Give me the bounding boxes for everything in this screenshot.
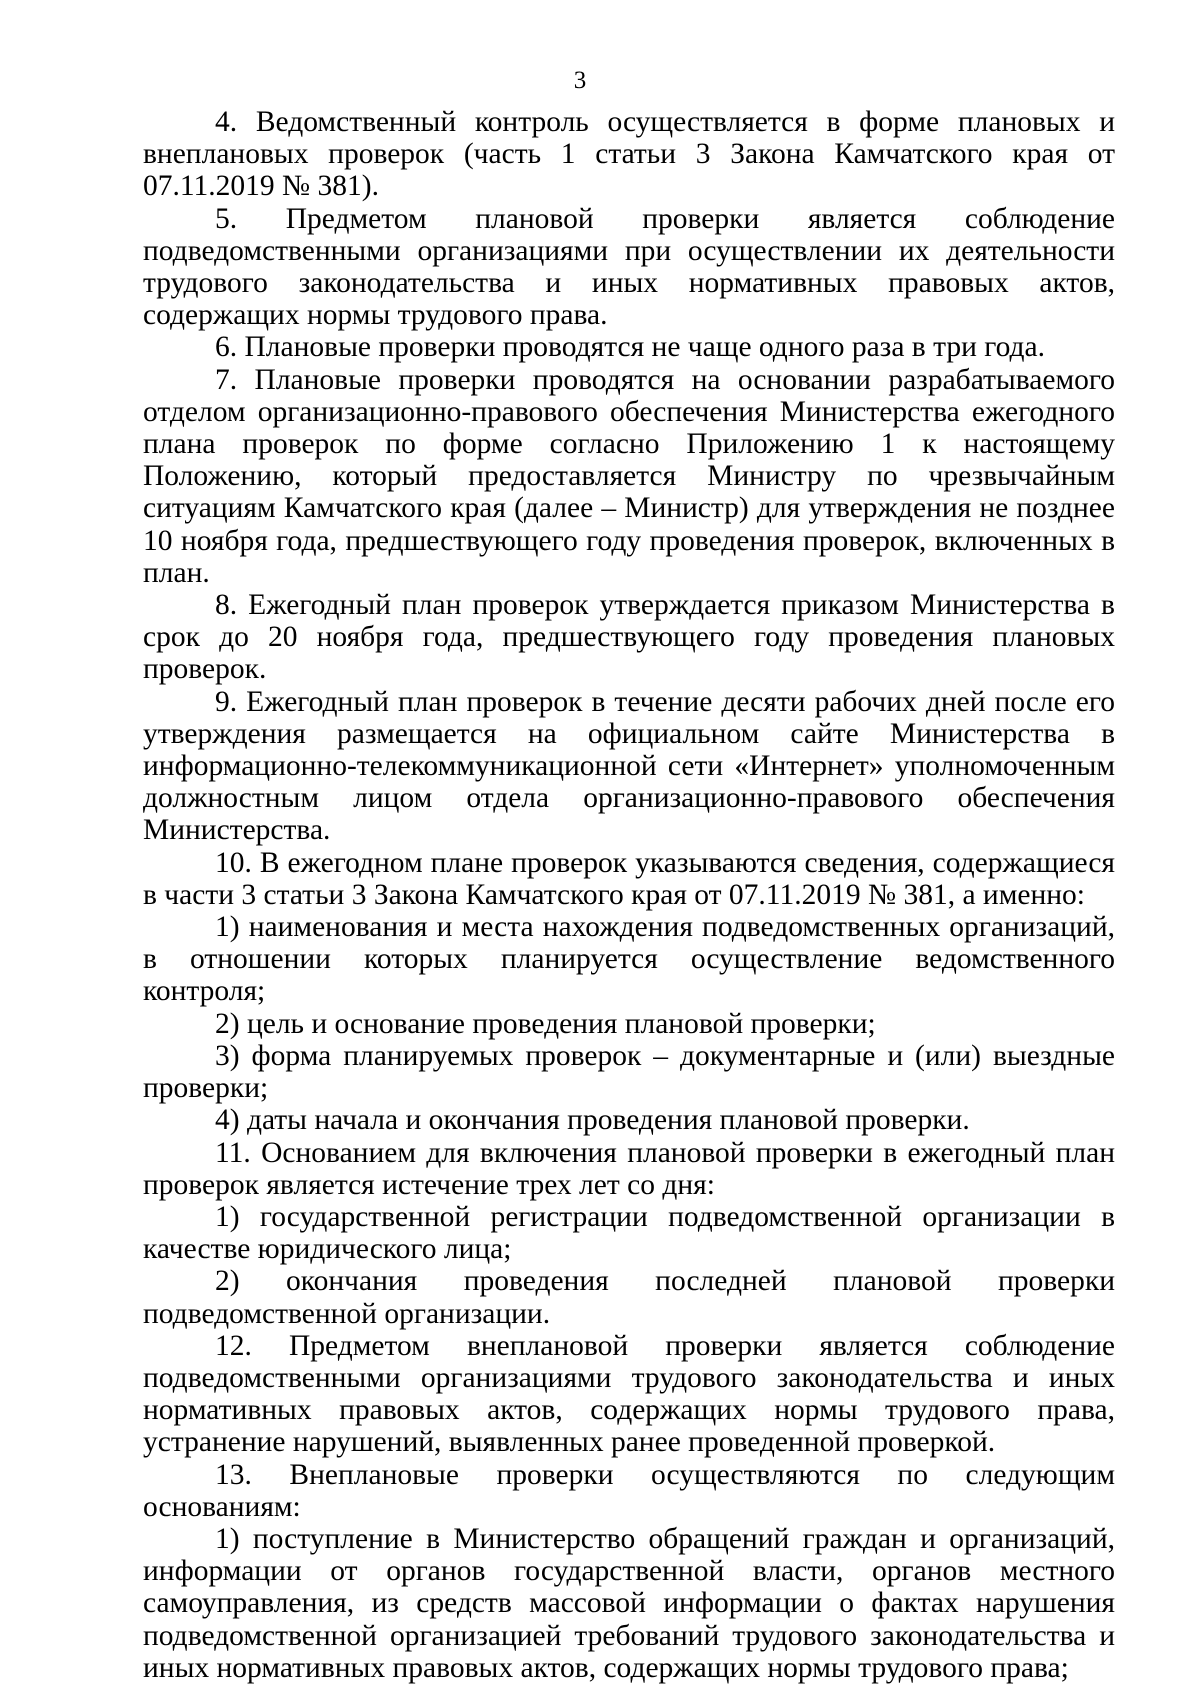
paragraph-8: 8. Ежегодный план проверок утверждается приказом Министерства в срок до 20 ноября года, предшествующего году проведения плановых проверок.: [143, 589, 1115, 686]
paragraph-12: 12. Предметом внеплановой проверки является соблюдение подведомственными организациями трудового законодательства и иных нормативных правовых актов, содержащих нормы трудового права, устранение нарушений, выявленных ранее проведенной проверкой.: [143, 1329, 1115, 1459]
paragraph-9: 9. Ежегодный план проверок в течение десяти рабочих дней после его утверждения размещается на официальном сайте Министерства в информационно-телекоммуникационной сети «Интернет» уполномоченным должностным лицом отдела организационно-правового обеспечения Министерства.: [143, 685, 1115, 847]
paragraph-4: 4. Ведомственный контроль осуществляется в форме плановых и внеплановых проверок (часть 1 статьи 3 Закона Камчатского края от 07.11.2019 № 381).: [143, 106, 1115, 203]
paragraph-10-item-4: 4) даты начала и окончания проведения плановой проверки.: [215, 1104, 970, 1137]
paragraph-13: 13. Внеплановые проверки осуществляются по следующим основаниям:: [143, 1458, 1115, 1523]
paragraph-11-item-1: 1) государственной регистрации подведомственной организации в качестве юридического лица;: [143, 1200, 1115, 1266]
paragraph-10-item-3: 3) форма планируемых проверок – документарные и (или) выездные проверки;: [143, 1039, 1115, 1105]
paragraph-5: 5. Предметом плановой проверки является соблюдение подведомственными организациями при осуществлении их деятельности трудового законодательства и иных нормативных правовых актов, содержащих нормы трудового права.: [143, 202, 1115, 332]
paragraph-6: 6. Плановые проверки проводятся не чаще одного раза в три года.: [215, 331, 1046, 364]
paragraph-10: 10. В ежегодном плане проверок указываются сведения, содержащиеся в части 3 статьи 3 Закона Камчатского края от 07.11.2019 № 381, а именно:: [143, 846, 1115, 911]
page-number: 3: [573, 67, 587, 94]
paragraph-10-item-2: 2) цель и основание проведения плановой проверки;: [215, 1007, 876, 1040]
paragraph-10-item-1: 1) наименования и места нахождения подведомственных организаций, в отношении которых планируется осуществление ведомственного контроля;: [143, 911, 1115, 1008]
paragraph-13-item-1: 1) поступление в Министерство обращений граждан и организаций, информации от органов государственной власти, органов местного самоуправления, из средств массовой информации о фактах нарушения подведомственной организацией требований трудового законодательства и иных нормативных правовых актов, содержащих нормы трудового права;: [143, 1522, 1115, 1684]
document-body: [143, 106, 1115, 1684]
paragraph-11: 11. Основанием для включения плановой проверки в ежегодный план проверок является истечение трех лет со дня:: [143, 1136, 1115, 1201]
paragraph-11-item-2: 2) окончания проведения последней плановой проверки подведомственной организации.: [143, 1265, 1115, 1330]
paragraph-7: 7. Плановые проверки проводятся на основании разрабатываемого отделом организационно-правового обеспечения Министерства ежегодного плана проверок по форме согласно Приложению 1 к настоящему Положению, который предоставляется Министру по чрезвычайным ситуациям Камчатского края (далее – Министр) для утверждения не позднее 10 ноября года, предшествующего году проведения проверок, включенных в план.: [143, 363, 1115, 589]
